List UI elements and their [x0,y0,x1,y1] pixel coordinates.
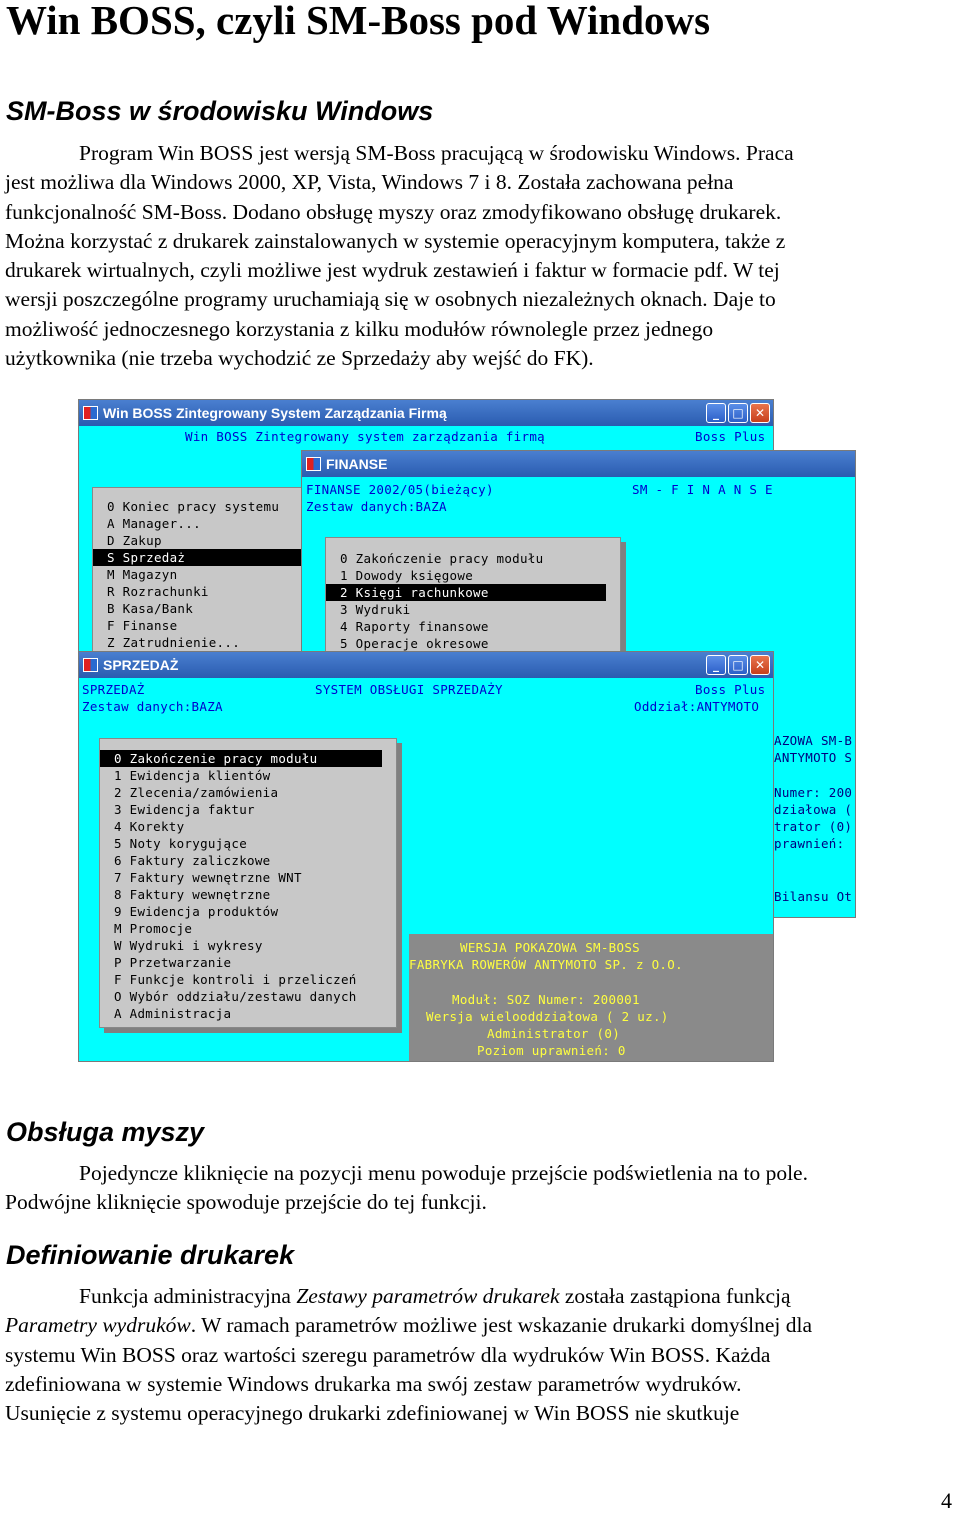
finanse-fragment: AZOWA SM-B [774,733,853,748]
text-line: możliwość jednoczesnego korzystania z kilku modułów równolegle przez jednego [5,316,714,341]
sprzedaz-info-panel [409,934,773,1061]
finanse-fragment: działowa ( [774,802,853,817]
paragraph-windows [5,139,955,373]
screenshot-figure [78,399,856,1062]
minimize-button[interactable]: _ [706,403,726,423]
info-line: Administrator (0) [487,1026,621,1041]
text-run: . W ramach parametrów możliwe jest wskazanie drukarki domyślnej dla [190,1313,813,1338]
text-line: wersji poszczególne programy uruchamiają się w osobnych niezależnych oknach. Daje to [5,287,776,312]
menu-item[interactable]: 7 Faktury wewnętrzne WNT [114,870,302,885]
text-line: drukarek wirtualnych, czyli możliwe jest wydruk zestawień i faktur w formacie pdf. W tej [5,258,780,283]
maximize-button[interactable]: □ [728,655,748,675]
app-icon [83,406,98,420]
info-line: FABRYKA ROWERÓW ANTYMOTO SP. z O.O. [409,957,683,972]
section-heading-windows: SM-Boss w środowisku Windows [6,96,434,126]
menu-item[interactable]: F Finanse [107,618,178,633]
info-line: Moduł: SOZ Numer: 200001 [452,992,640,1007]
menu-item[interactable]: 3 Ewidencja faktur [114,802,255,817]
text-line: systemu Win BOSS oraz wartości szeregu parametrów dla wydruków Win BOSS. Każda [5,1342,771,1367]
sprzedaz-header-right1: Boss Plus [695,682,766,697]
text-line: jest możliwa dla Windows 2000, XP, Vista, Windows 7 i 8. Została zachowana pełna [5,170,734,195]
menu-item[interactable]: P Przetwarzanie [114,955,232,970]
finanse-fragment: Bilansu Ot [774,889,853,904]
function-name-italic: Parametry wydruków [5,1313,191,1338]
menu-item[interactable]: 6 Faktury zaliczkowe [114,853,271,868]
text-line: funkcjonalność SM-Boss. Dodano obsługę myszy oraz zmodyfikowano obsługę drukarek. [5,199,782,224]
main-header-left: Win BOSS Zintegrowany system zarządzania firmą [185,429,545,444]
info-line: Wersja wielooddziałowa ( 2 uz.) [426,1009,669,1024]
finanse-fragment: prawnień: [774,836,845,851]
finanse-fragment: ANTYMOTO S [774,750,853,765]
menu-item[interactable]: A Manager... [107,516,201,531]
text-run: Funkcja administracyjna [79,1284,297,1308]
app-icon [83,658,98,672]
menu-item[interactable]: 0 Koniec pracy systemu [107,499,280,514]
function-name-italic: Zestawy parametrów drukarek [296,1284,560,1308]
menu-item[interactable]: W Wydruki i wykresy [114,938,263,953]
text-line: Podwójne kliknięcie spowoduje przejście do tej funkcji. [5,1190,487,1215]
menu-item[interactable]: 2 Zlecenia/zamówienia [114,785,279,800]
menu-item[interactable]: O Wybór oddziału/zestawu danych [114,989,357,1004]
info-line: Poziom uprawnień: 0 [477,1043,626,1058]
text-line [5,1311,955,1340]
sprzedaz-window-client [79,678,773,1061]
menu-item[interactable]: D Zakup [107,533,162,548]
menu-item[interactable]: 4 Korekty [114,819,185,834]
text-run: została zastąpiona funkcją [559,1284,791,1308]
text-line: Usunięcie z systemu operacyjnego drukarki zdefiniowanej w Win BOSS nie skutkuje [5,1401,740,1426]
menu-item[interactable]: Z Zatrudnienie... [107,635,241,650]
page-title: Win BOSS, czyli SM-Boss pod Windows [6,0,711,43]
menu-item[interactable]: 1 Ewidencja klientów [114,768,271,783]
finanse-header-left1: FINANSE 2002/05(bieżący) [306,482,494,497]
menu-item[interactable]: M Magazyn [107,567,178,582]
menu-item[interactable]: B Kasa/Bank [107,601,194,616]
finanse-fragment: Numer: 200 [774,785,853,800]
finanse-fragment: trator (0) [774,819,853,834]
main-menu [92,487,307,657]
main-header-right: Boss Plus [695,429,766,444]
menu-item[interactable]: R Rozrachunki [107,584,209,599]
close-button[interactable]: ✕ [750,403,770,423]
section-heading-mouse: Obsługa myszy [6,1117,205,1147]
menu-item[interactable]: A Administracja [114,1006,232,1021]
text-line: Można korzystać z drukarek zainstalowanych w systemie operacyjnym komputera, także z [5,228,786,253]
maximize-button[interactable]: □ [728,403,748,423]
page-number: 4 [941,1488,952,1513]
main-window-titlebar[interactable] [79,400,773,426]
menu-item[interactable]: 0 Zakończenie pracy modułu [340,551,544,566]
sprzedaz-window-titlebar[interactable] [79,652,773,678]
app-icon [306,457,321,471]
sprzedaz-header-left1: SPRZEDAŻ [82,682,145,697]
menu-item[interactable]: F Funkcje kontroli i przeliczeń [114,972,357,987]
menu-item[interactable]: 9 Ewidencja produktów [114,904,279,919]
sprzedaz-menu [99,738,397,1028]
text-line: zdefiniowana w systemie Windows drukarka ma swój zestaw parametrów wydruków. [5,1371,742,1396]
main-window-title: Win BOSS Zintegrowany System Zarządzania Firmą [103,405,447,421]
menu-item-selected[interactable]: 2 Księgi rachunkowe [326,584,606,601]
paragraph-mouse [5,1159,955,1218]
minimize-button[interactable]: _ [706,655,726,675]
finanse-header-right: SM - F I N A N S E [632,482,773,497]
finanse-menu [325,537,621,657]
finanse-window-titlebar[interactable] [302,451,855,477]
text-line: Pojedyncze kliknięcie na pozycji menu powoduje przejście podświetlenia na to pole. [79,1161,808,1185]
menu-item[interactable]: 5 Operacje okresowe [340,636,489,651]
text-line: użytkownika (nie trzeba wychodzić ze Sprzedaży aby wejść do FK). [5,346,594,371]
sprzedaz-header-right2: Oddział:ANTYMOTO [634,699,760,714]
menu-item[interactable]: 5 Noty korygujące [114,836,248,851]
menu-item[interactable]: 8 Faktury wewnętrzne [114,887,271,902]
menu-item-selected[interactable]: S Sprzedaż [93,549,306,566]
text-line [5,1282,955,1311]
sprzedaz-header-left2: Zestaw danych:BAZA [82,699,223,714]
menu-item[interactable]: 1 Dowody księgowe [340,568,474,583]
menu-item[interactable]: 4 Raporty finansowe [340,619,489,634]
finanse-header-left2: Zestaw danych:BAZA [306,499,447,514]
paragraph-printers [5,1282,955,1428]
info-line: WERSJA POKAZOWA SM-BOSS [460,940,640,955]
text-line: Program Win BOSS jest wersją SM-Boss pracującą w środowisku Windows. Praca [79,141,794,165]
section-heading-printers: Definiowanie drukarek [6,1240,295,1270]
menu-item[interactable]: 3 Wydruki [340,602,411,617]
sprzedaz-window-title: SPRZEDAŻ [103,657,179,673]
sprzedaz-window [78,651,774,1062]
close-button[interactable]: ✕ [750,655,770,675]
menu-item-selected[interactable]: 0 Zakończenie pracy modułu [100,750,382,767]
sprzedaz-header-center: SYSTEM OBSŁUGI SPRZEDAŻY [315,682,503,697]
menu-item[interactable]: M Promocje [114,921,193,936]
finanse-window-title: FINANSE [326,456,388,472]
